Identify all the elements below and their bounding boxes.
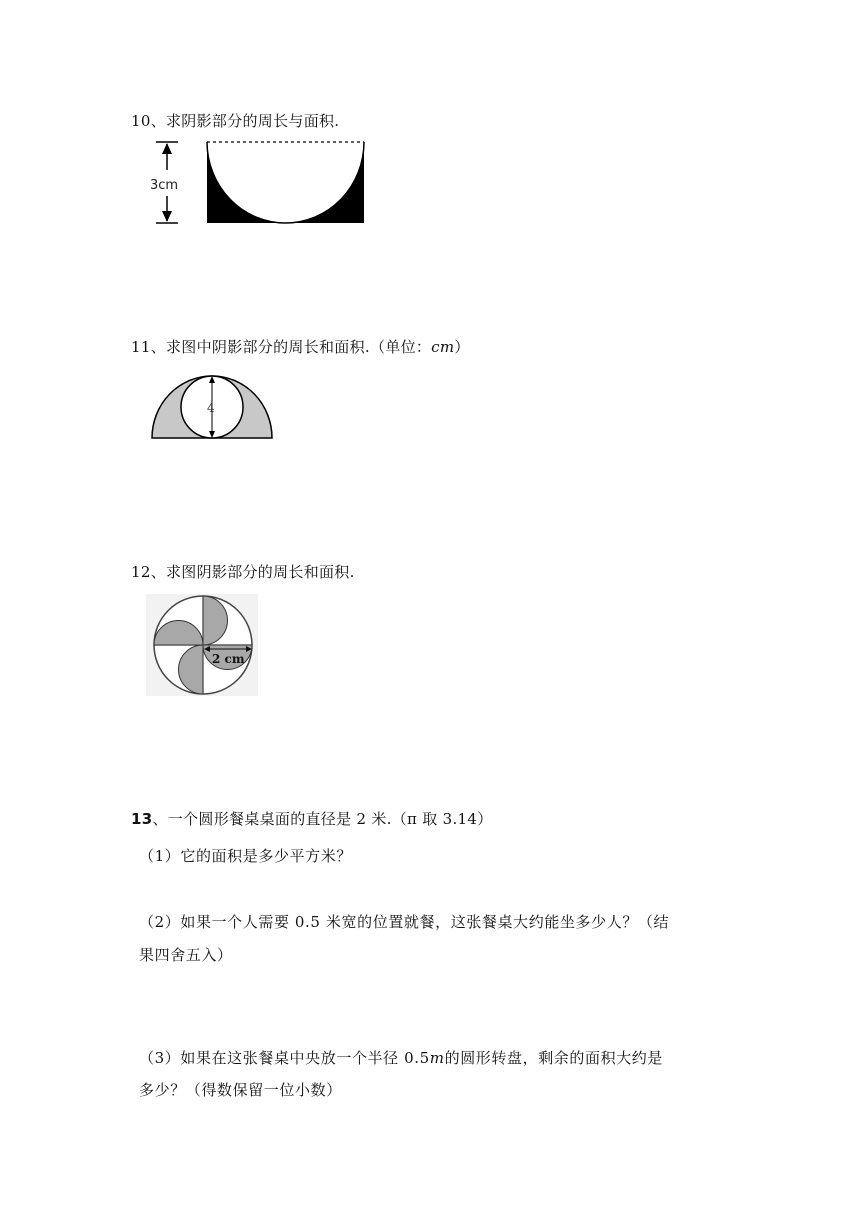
figure-12-pinwheel-circle: [146, 594, 258, 696]
question-10-number: 10: [131, 112, 151, 130]
question-11-heading: [131, 336, 470, 358]
question-11-number: 11: [131, 338, 151, 356]
question-13-part-2-line-1: （2）如果一个人需要 0.5 米宽的位置就餐，这张餐桌大约能坐多少人？（结: [139, 913, 670, 931]
figure-12-dimension-label: 2 cm: [212, 652, 245, 666]
question-12-heading: [131, 561, 355, 583]
question-12-separator: 、: [150, 563, 166, 581]
question-13-text: 一个圆形餐桌桌面的直径是 2 米.（π 取 3.14）: [167, 810, 493, 828]
question-11-text: 求图中阴影部分的周长和面积.（单位：: [166, 338, 432, 356]
question-13-part-3-unit: m: [429, 1049, 445, 1067]
question-11-text-end: ）: [454, 338, 470, 356]
question-13-part-3-line-2: 多少？（得数保留一位小数）: [139, 1081, 342, 1099]
question-12-text: 求图阴影部分的周长和面积.: [166, 563, 355, 581]
question-13-part-3-text-a: （3）如果在这张餐桌中央放一个半径 0.5: [139, 1049, 430, 1067]
question-13-number: 13: [131, 810, 153, 828]
figure-11-circle-in-semicircle: [150, 372, 276, 442]
question-11-separator: 、: [150, 338, 166, 356]
question-10-heading: [131, 110, 339, 132]
question-11-unit: cm: [431, 338, 455, 356]
question-13-part-3-line-1: [139, 1043, 663, 1073]
question-10-text: 求阴影部分的周长与面积.: [166, 112, 340, 130]
question-13-part-3-text-b: 的圆形转盘，剩余的面积大约是: [444, 1049, 664, 1067]
question-13-separator: 、: [152, 810, 168, 828]
question-12-number: 12: [131, 563, 151, 581]
question-13-part-2-line-2: 果四舍五入）: [139, 946, 233, 964]
figure-10-dimension-label: 3cm: [150, 178, 179, 193]
question-13-part-1: （1）它的面积是多少平方米？: [139, 847, 352, 865]
figure-11-dimension-label: 4: [207, 401, 215, 415]
figure-10-semicircle-in-rectangle: [148, 138, 370, 228]
question-13-heading: [131, 808, 493, 830]
question-10-separator: 、: [150, 112, 166, 130]
